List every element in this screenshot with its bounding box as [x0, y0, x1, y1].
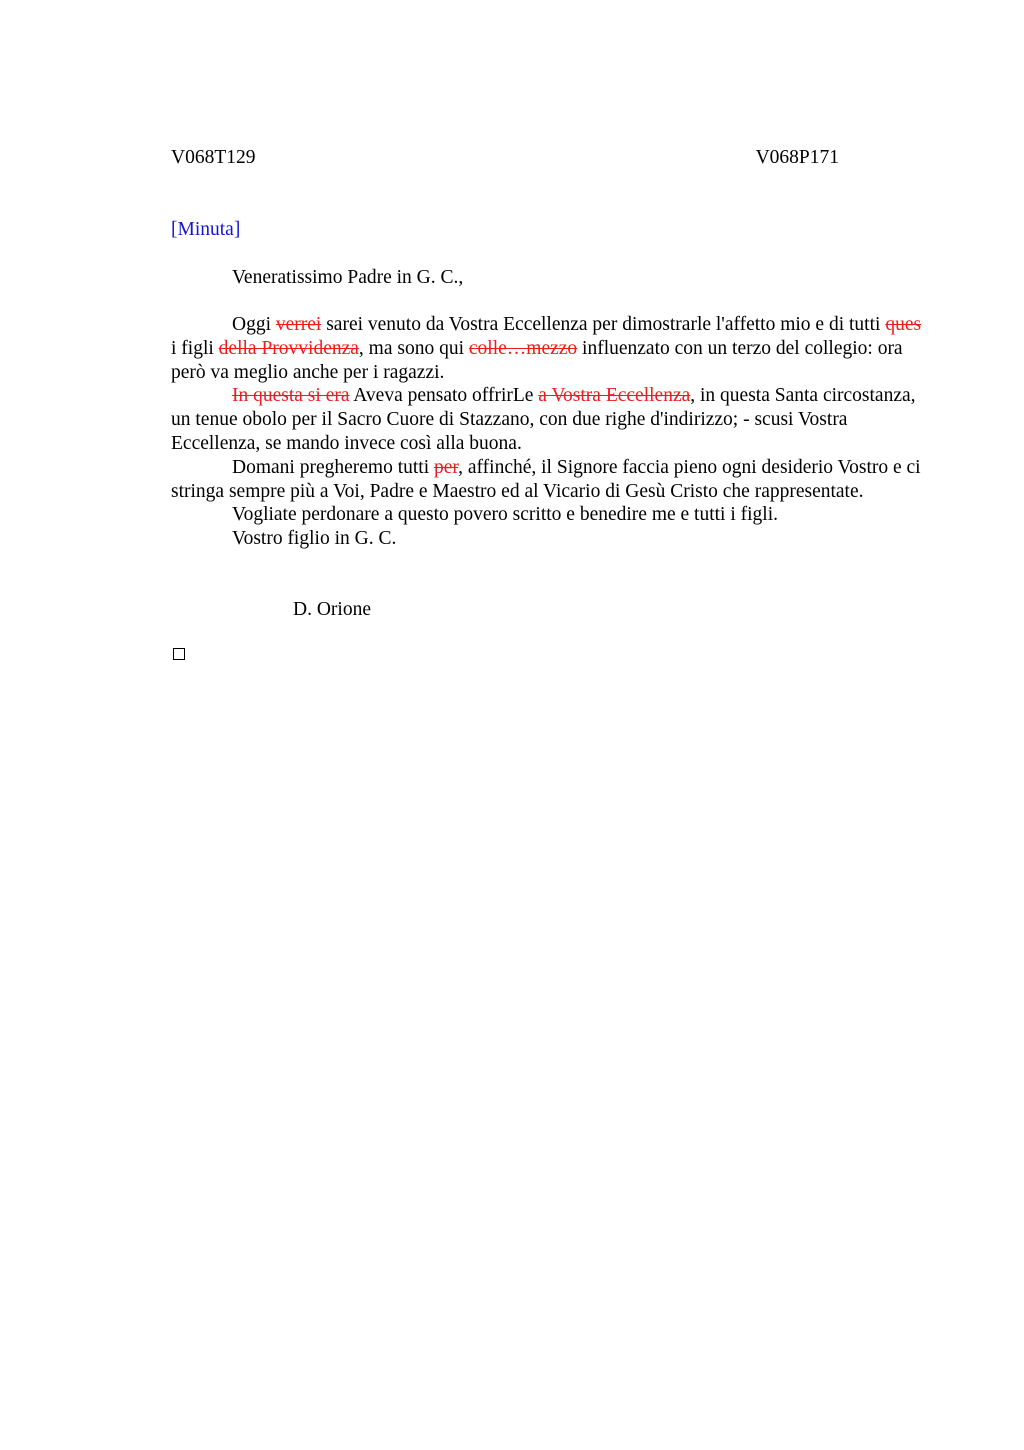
- letter-text: Aveva pensato offrirLe: [349, 385, 539, 407]
- letter-text: , in questa Santa circostanza, un tenue obolo per il Sacro Cuore di Stazzano, con due righe d'indirizzo; - scusi Vostra Eccellenza, se mando invece così alla buona.: [171, 385, 916, 454]
- letter-paragraph: [171, 313, 931, 384]
- minuta-label: [Minuta]: [171, 219, 241, 240]
- document-code-left: V068T129: [171, 147, 256, 168]
- letter-text: sarei venuto da Vostra Eccellenza per dimostrarle l'affetto mio e di tutti: [321, 314, 886, 335]
- deleted-text: verrei: [275, 314, 322, 335]
- deleted-text: ques: [885, 314, 922, 335]
- letter-paragraph: [171, 384, 931, 455]
- deleted-text: della Provvidenza: [218, 337, 359, 359]
- deleted-text: per: [434, 456, 459, 478]
- letter-body: [171, 313, 931, 551]
- letter-text: , affinché, il Signore faccia pieno ogni desiderio Vostro e ci stringa sempre più a Voi, Padre e Maestro ed al Vicario di Gesù Cristo che rappresentate.: [171, 456, 921, 502]
- letter-text: Vostro figlio in G. C.: [232, 528, 397, 550]
- deleted-text: In questa si era: [232, 385, 350, 407]
- letter-text: , ma sono qui: [358, 337, 469, 359]
- letter-text: i figli: [171, 337, 219, 359]
- letter-text: Domani pregheremo tutti: [232, 456, 434, 478]
- deleted-text: colle…mezzo: [468, 337, 578, 359]
- letter-text: influenzato con un terzo del collegio: ora però va meglio anche per i ragazzi.: [171, 337, 903, 383]
- end-square-icon: [173, 648, 185, 660]
- letter-text: Oggi: [232, 314, 276, 335]
- letter-text: Vogliate perdonare a questo povero scritto e benedire me e tutti i figli.: [232, 504, 779, 526]
- deleted-text: a Vostra Eccellenza: [538, 385, 691, 407]
- page-code-right: V068P171: [755, 147, 839, 168]
- letter-paragraph: [171, 527, 931, 551]
- letter-paragraph: [171, 456, 931, 504]
- salutation: Veneratissimo Padre in G. C.,: [232, 267, 464, 288]
- letter-paragraph: [171, 503, 931, 527]
- signature: D. Orione: [293, 599, 371, 620]
